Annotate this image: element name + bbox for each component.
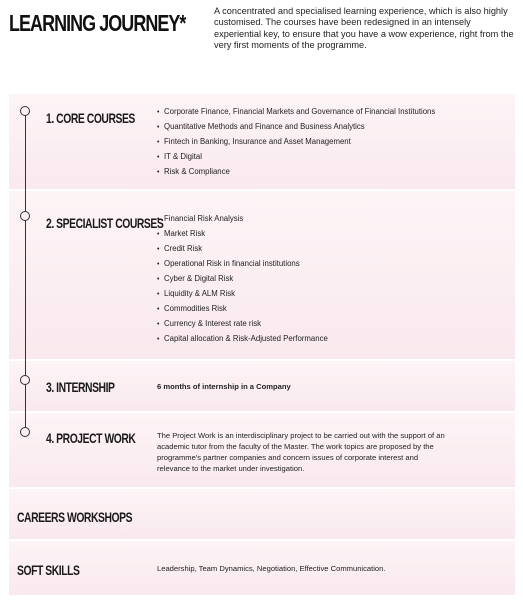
list-item: • Currency & Interest rate risk <box>157 316 328 331</box>
internship-heading: 3. INTERNSHIP <box>46 379 115 395</box>
list-item: • Liquidity & ALM Risk <box>157 286 328 301</box>
list-item: • Risk & Compliance <box>157 164 435 179</box>
list-item: • Cyber & Digital Risk <box>157 271 328 286</box>
soft-skills-heading: SOFT SKILLS <box>17 562 80 578</box>
timeline-dot-specialist <box>20 211 30 221</box>
timeline-dot-internship <box>20 375 30 385</box>
specialist-courses-heading: 2. SPECIALIST COURSES <box>46 215 164 231</box>
project-work-heading: 4. PROJECT WORK <box>46 430 136 446</box>
core-courses-heading: 1. CORE COURSES <box>46 110 135 126</box>
list-item: • IT & Digital <box>157 149 435 164</box>
list-item: • Financial Risk Analysis <box>157 211 328 226</box>
page-title: LEARNING JOURNEY* <box>9 10 186 36</box>
list-item: • Market Risk <box>157 226 328 241</box>
project-work-text: The Project Work is an interdisciplinary project to be carried out with the support of an academic tutor from the faculty of the Master. The work topics are proposed by the programme's partner companies and concern issues of corporate interest and relevance to the market under investigation. <box>157 431 445 473</box>
core-courses-list <box>157 104 435 179</box>
timeline-dot-project <box>20 427 30 437</box>
specialist-courses-list <box>157 211 328 346</box>
timeline-dot-core <box>20 106 30 116</box>
list-item: • Quantitative Methods and Finance and Business Analytics <box>157 119 435 134</box>
soft-skills-text: Leadership, Team Dynamics, Negotiation, Effective Communication. <box>157 564 386 573</box>
internship-text: 6 months of internship in a Company <box>157 382 291 391</box>
list-item: • Commodities Risk <box>157 301 328 316</box>
list-item: • Capital allocation & Risk-Adjusted Performance <box>157 331 328 346</box>
list-item: • Fintech in Banking, Insurance and Asset Management <box>157 134 435 149</box>
intro-paragraph: A concentrated and specialised learning experience, which is also highly customised. The courses have been redesigned in an intensely experiential key, to ensure that you have a wow experience, right from the very first moments of the programme. <box>214 6 514 51</box>
list-item: • Credit Risk <box>157 241 328 256</box>
list-item: • Operational Risk in financial institutions <box>157 256 328 271</box>
list-item: • Corporate Finance, Financial Markets and Governance of Financial Institutions <box>157 104 435 119</box>
careers-workshops-heading: CAREERS WORKSHOPS <box>17 509 133 525</box>
